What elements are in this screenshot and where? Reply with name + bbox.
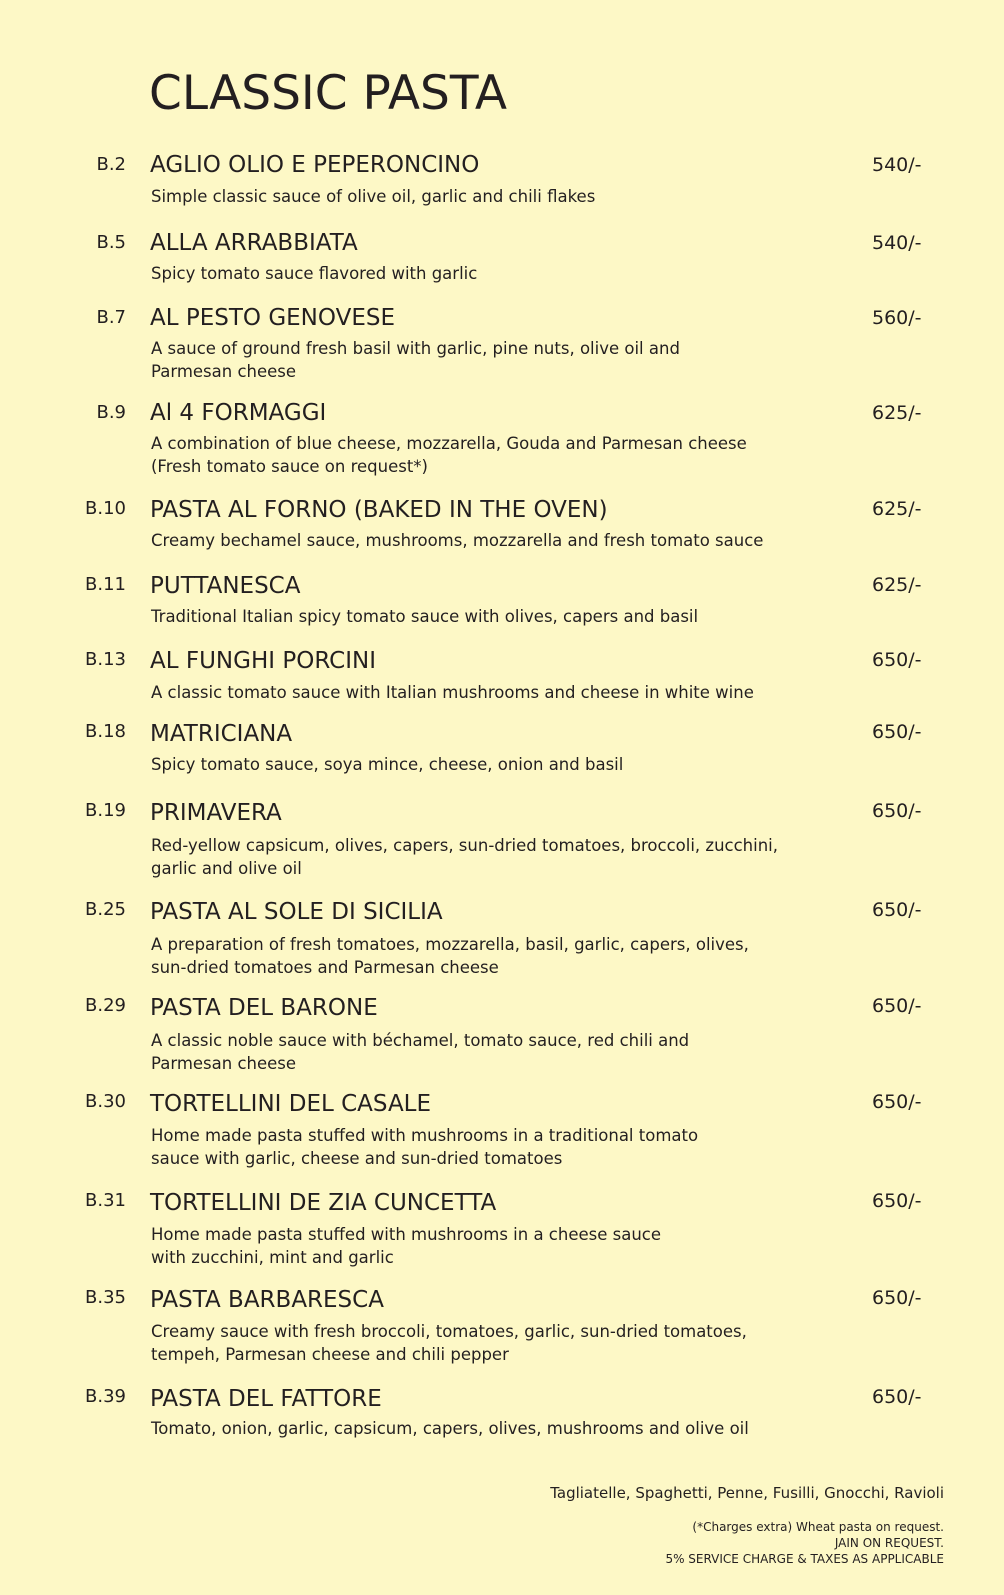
item-price: 650/- (872, 1386, 922, 1408)
page-title: CLASSIC PASTA (149, 66, 508, 121)
item-description: A classic noble sauce with béchamel, tomato sauce, red chili and Parmesan cheese (151, 1031, 690, 1073)
item-price: 625/- (872, 402, 922, 424)
item-description: A preparation of fresh tomatoes, mozzarella, basil, garlic, capers, olives, sun-dried tomatoes and Parmesan cheese (151, 935, 749, 977)
item-description: Red-yellow capsicum, olives, capers, sun-dried tomatoes, broccoli, zucchini, garlic and olive oil (151, 836, 779, 878)
item-code: B.10 (85, 498, 126, 519)
item-name: PUTTANESCA (150, 573, 301, 599)
footnote: 5% SERVICE CHARGE & TAXES AS APPLICABLE (665, 1552, 944, 1566)
item-name: AL PESTO GENOVESE (150, 305, 395, 331)
item-description: Tomato, onion, garlic, capsicum, capers, olives, mushrooms and olive oil (151, 1419, 749, 1438)
item-price: 650/- (872, 800, 922, 822)
item-description: Home made pasta stuffed with mushrooms in a traditional tomato sauce with garlic, cheese and sun-dried tomatoes (151, 1126, 699, 1168)
item-name: PASTA BARBARESCA (150, 1287, 384, 1313)
item-code: B.13 (85, 649, 126, 670)
item-code: B.25 (85, 899, 126, 920)
item-code: B.30 (85, 1091, 126, 1112)
item-price: 650/- (872, 1287, 922, 1309)
item-description: Creamy bechamel sauce, mushrooms, mozzarella and fresh tomato sauce (151, 531, 764, 550)
item-name: AL FUNGHI PORCINI (150, 648, 376, 674)
item-price: 540/- (872, 232, 922, 254)
item-code: B.18 (85, 721, 126, 742)
item-name: PRIMAVERA (150, 800, 282, 826)
item-name: PASTA AL FORNO (BAKED IN THE OVEN) (150, 497, 608, 523)
item-description: Home made pasta stuffed with mushrooms in a cheese sauce with zucchini, mint and garlic (151, 1225, 662, 1267)
item-code: B.5 (96, 232, 126, 253)
item-name: ALLA ARRABBIATA (150, 230, 358, 256)
item-name: TORTELLINI DE ZIA CUNCETTA (150, 1190, 497, 1216)
item-code: B.7 (96, 307, 126, 328)
item-code: B.19 (85, 800, 126, 821)
item-price: 650/- (872, 1190, 922, 1212)
item-name: AGLIO OLIO E PEPERONCINO (150, 152, 480, 178)
footnotes (665, 1519, 944, 1567)
item-code: B.11 (85, 574, 126, 595)
item-code: B.35 (85, 1287, 126, 1308)
item-price: 540/- (872, 154, 922, 176)
item-price: 650/- (872, 995, 922, 1017)
pasta-types: Tagliatelle, Spaghetti, Penne, Fusilli, Gnocchi, Ravioli (550, 1484, 944, 1502)
item-name: Al 4 FORMAGGI (150, 400, 327, 426)
item-price: 650/- (872, 721, 922, 743)
item-price: 625/- (872, 574, 922, 596)
item-price: 650/- (872, 1091, 922, 1113)
item-description: A combination of blue cheese, mozzarella, Gouda and Parmesan cheese (Fresh tomato sauce on request*) (151, 434, 747, 476)
item-code: B.31 (85, 1190, 126, 1211)
item-description: Spicy tomato sauce flavored with garlic (151, 264, 478, 283)
item-description: Spicy tomato sauce, soya mince, cheese, onion and basil (151, 755, 624, 774)
item-description: A sauce of ground fresh basil with garlic, pine nuts, olive oil and Parmesan cheese (151, 339, 680, 381)
item-code: B.2 (96, 154, 126, 175)
item-description: Simple classic sauce of olive oil, garlic and chili flakes (151, 187, 596, 206)
item-name: MATRICIANA (150, 721, 293, 747)
item-description: Traditional Italian spicy tomato sauce with olives, capers and basil (151, 607, 699, 626)
item-price: 650/- (872, 649, 922, 671)
footnote: (*Charges extra) Wheat pasta on request. (692, 1520, 944, 1534)
item-code: B.29 (85, 995, 126, 1016)
item-code: B.39 (85, 1386, 126, 1407)
item-code: B.9 (96, 402, 126, 423)
item-name: PASTA AL SOLE DI SICILIA (150, 899, 443, 925)
item-name: PASTA DEL FATTORE (150, 1386, 382, 1412)
item-description: A classic tomato sauce with Italian mushrooms and cheese in white wine (151, 683, 754, 702)
footnote: JAIN ON REQUEST. (834, 1536, 944, 1550)
item-price: 650/- (872, 899, 922, 921)
item-price: 560/- (872, 307, 922, 329)
item-price: 625/- (872, 498, 922, 520)
item-description: Creamy sauce with fresh broccoli, tomatoes, garlic, sun-dried tomatoes, tempeh, Parmesan cheese and chili pepper (151, 1322, 747, 1364)
item-name: PASTA DEL BARONE (150, 995, 378, 1021)
item-name: TORTELLINI DEL CASALE (150, 1091, 432, 1117)
